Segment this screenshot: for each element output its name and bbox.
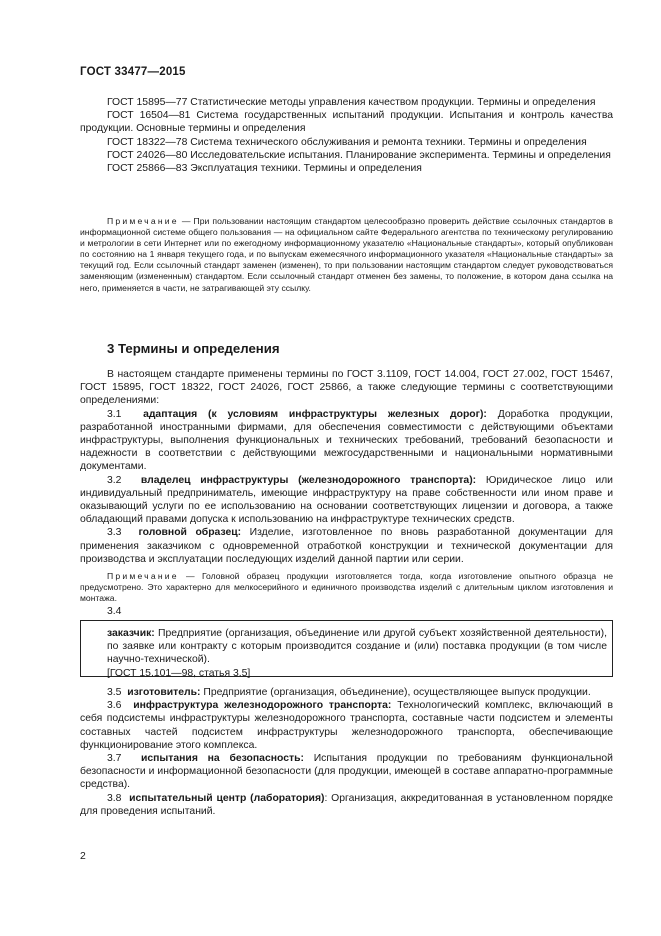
term-3-4	[107, 627, 607, 667]
term-3-3: 3.3 головной образец: Изделие, изготовленное по вновь разработанной документации для применения заказчиком с одновременной отработкой конструкции и технической документации для производства и эксплуатации последующих изделий данной партии или серии.	[80, 527, 613, 565]
reference-item: ГОСТ 25866—83 Эксплуатация техники. Термины и определения	[107, 163, 422, 175]
reference-item: ГОСТ 15895—77 Статистические методы управления качеством продукции. Термины и определения	[107, 97, 596, 108]
term-3-6: 3.6 инфраструктура железнодорожного транспорта: Технологический комплекс, включающий в себя подсистемы инфраструктуры железнодорожного транспорта, составные части подсистем и элементы составных частей подсистем инфраструктуры железнодорожного транспорта, обеспечивающие функционирование этого комплекса.	[80, 700, 613, 751]
term-3-8: 3.8 испытательный центр (лаборатория): Организация, аккредитованная в установленном порядке для проведения испытаний.	[80, 792, 613, 817]
reference-item: ГОСТ 24026—80 Исследовательские испытания. Планирование эксперимента. Термины и определения	[107, 149, 611, 161]
term-3-4-number: 3.4	[107, 606, 122, 617]
term-name: заказчик:	[107, 628, 155, 639]
term-name: инфраструктура железнодорожного транспорта:	[133, 700, 392, 712]
term-qualifier: (к условиям инфраструктуры железных дорог):	[208, 408, 487, 420]
section-title: 3 Термины и определения	[107, 341, 280, 356]
term-definition: Предприятие (организация, объединение или другой субъект хозяйственной деятельности), по заявке или контракту с которым производится создание и (или) поставка продукции (в том числе научно-технической).	[107, 628, 607, 666]
page-number: 2	[80, 851, 86, 862]
quoted-term-box	[80, 620, 613, 677]
term-definition: Доработка продукции, разработанной иностранными фирмами, для обеспечения совместимости с действующими объектами инфраструктуры, выполнения функциональных и технических требований, требований безопасности и надежности в соответствии с действующими межгосударственными и национальными нормативными документами.	[80, 408, 614, 473]
term-3-1: 3.1 адаптация (к условиям инфраструктуры железных дорог): Доработка продукции, разработанной иностранными фирмами, для обеспечения совместимости с действующими объектами инфраструктуры, выполнения функциональных и технических требований, требований безопасности и надежности в соответствии с действующими межгосударственными и национальными нормативными документами.	[80, 408, 614, 473]
term-definition: Изделие, изготовленное по вновь разработанной документации для применения заказчиком с одновременной отработкой конструкции и технической документации для производства и эксплуатации последующих изделий данной партии или серии.	[80, 527, 613, 565]
term-name: владелец инфраструктуры (железнодорожного транспорта):	[140, 474, 477, 486]
references-list	[80, 96, 613, 175]
section-intro: В настоящем стандарте применены термины по ГОСТ 3.1109, ГОСТ 14.004, ГОСТ 27.002, ГОСТ 15467, ГОСТ 15895, ГОСТ 18322, ГОСТ 24026, ГОСТ 25866, а также следующие термины с соответствующими определениями:	[80, 369, 613, 407]
term-3-7: 3.7 испытания на безопасность: Испытания продукции по требованиям функциональной безопасности и информационной безопасности (для продукции, имеющей в составе аппаратно-программные средства).	[80, 753, 613, 791]
standard-header: ГОСТ 33477—2015	[80, 66, 186, 78]
term-definition: Юридическое лицо или индивидуальный предприниматель, имеющие инфраструктуру на праве собственности или ином праве и оказывающий услуги по ее использованию на основании соответствующих лицензии и договора, а также обладающий правами допуска к использованию на инфраструктуре технических средств.	[80, 474, 613, 526]
note-text: — Головной образец продукции изготовляется тогда, когда изготовление опытного образца не предусмотрено. Это характерно для мелкосерийного и единичного производства изделий с длительным циклом изготовления и монтажа.	[80, 571, 613, 604]
term-name: испытания на безопасность:	[140, 753, 304, 765]
note-label: Примечание	[107, 216, 179, 226]
reference-item: ГОСТ 18322—78 Система технического обслуживания и ремонта техники. Термины и определения	[107, 136, 587, 148]
term-definition: Предприятие (организация, объединение), осуществляющее выпуск продукции.	[200, 687, 591, 698]
terms-section	[80, 368, 613, 566]
term-definition: Технологический комплекс, включающий в себя подсистемы инфраструктуры железнодорожного транспорта, составные части подсистем и элементы составных частей подсистем инфраструктуры железнодорожного транспорта, обеспечивающие функционирование этого комплекса.	[80, 700, 613, 751]
term-name: адаптация	[143, 408, 198, 420]
term-source-ref: [ГОСТ 15.101—98, статья 3.5]	[107, 667, 251, 679]
term-3-2: 3.2 владелец инфраструктуры (железнодорожного транспорта): Юридическое лицо или индивидуальный предприниматель, имеющие инфраструктуру на праве собственности или ином праве и оказывающий услуги по ее использованию на основании соответствующих лицензии и договора, а также обладающий правами допуска к использованию на инфраструктуре технических средств.	[80, 474, 613, 526]
reference-item: ГОСТ 16504—81 Система государственных испытаний продукции. Испытания и контроль качества продукции. Основные термины и определения	[80, 110, 613, 135]
note-label: Примечание	[107, 571, 179, 581]
note-prototype	[80, 571, 613, 604]
term-name: изготовитель:	[127, 687, 201, 698]
terms-section-cont	[80, 686, 613, 818]
term-name: головной образец:	[138, 527, 242, 539]
term-name: испытательный центр (лаборатория)	[129, 792, 325, 804]
note-references	[80, 216, 613, 294]
term-3-5: 3.5 изготовитель: Предприятие (организация, объединение), осуществляющее выпуск продукции.	[107, 687, 591, 698]
term-definition: : Организация, аккредитованная в установленном порядке для проведения испытаний.	[80, 792, 613, 817]
term-definition: Испытания продукции по требованиям функциональной безопасности и информационной безопасности (для продукции, имеющей в составе аппаратно-программные средства).	[80, 753, 613, 791]
note-text: — При пользовании настоящим стандартом целесообразно проверить действие ссылочных стандартов в информационной системе общего пользования — на официальном сайте Федерального агентства по техническому регулированию и метрологии в сети Интернет или по ежегодному информационному указателю «Национальные стандарты», который опубликован по состоянию на 1 января текущего года, и по выпускам ежемесячного информационного указателя «Национальные стандарты» за текущий год. Если ссылочный стандарт заменен (изменен), то при пользовании настоящим стандартом следует руководствоваться заменяющим (измененным) стандартом. Если ссылочный стандарт отменен без замены, то положение, в котором дана ссылка на него, применяется в части, не затрагивающей эту ссылку.	[80, 216, 613, 293]
